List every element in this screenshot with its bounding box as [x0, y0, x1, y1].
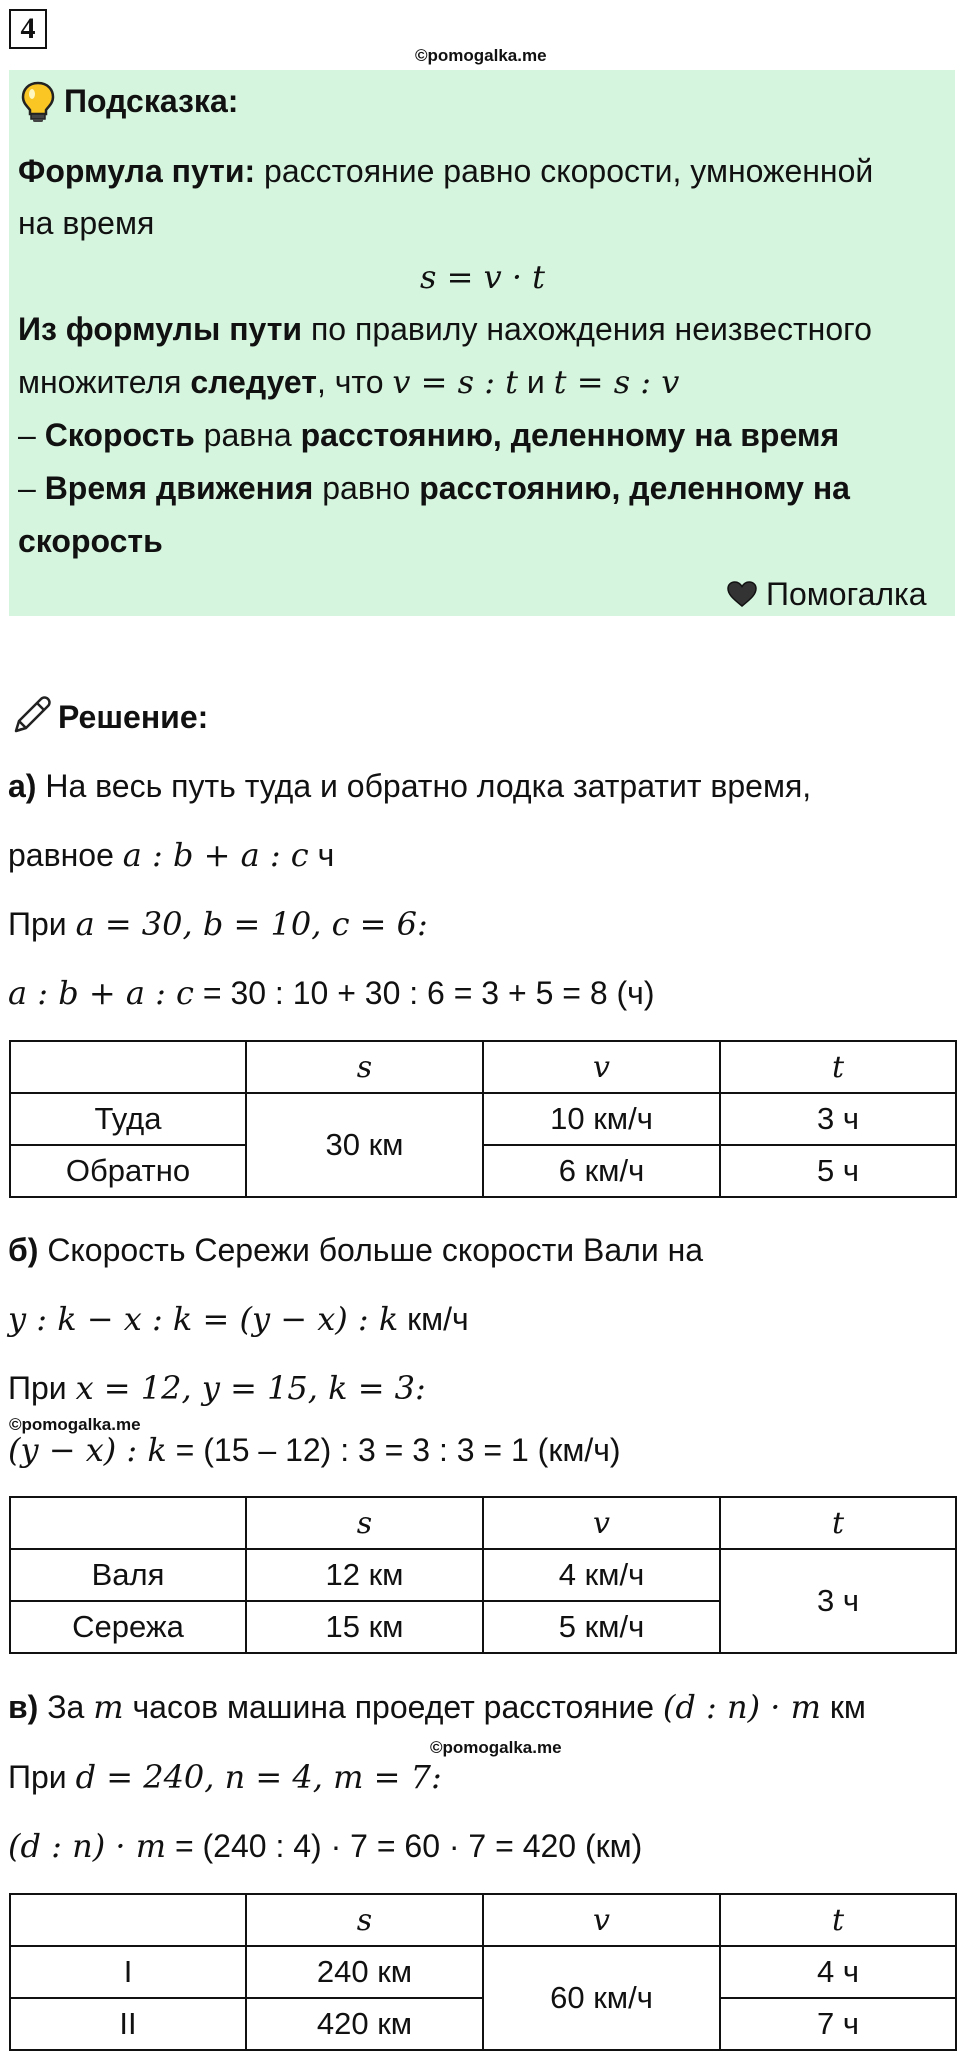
- v-cell: 5 км/ч: [483, 1601, 720, 1653]
- part-a-calculation: a : b + a : c = 30 : 10 + 30 : 6 = 3 + 5 = 8 (ч): [8, 974, 655, 1012]
- hint-speed-rule: – Скорость равна расстоянию, деленному на время: [18, 417, 840, 453]
- table-header-s: s: [246, 1894, 483, 1946]
- table-header-empty: [10, 1497, 246, 1549]
- table-header-t: t: [720, 1894, 956, 1946]
- merged-v-cell: 60 км/ч: [483, 1946, 720, 2050]
- table-c: [9, 1893, 957, 2051]
- table-row: [10, 1497, 956, 1549]
- pencil-icon: [10, 693, 54, 742]
- hint-time-rule-2: скорость: [18, 523, 163, 559]
- s-cell: 12 км: [246, 1549, 483, 1601]
- table-header-s: s: [246, 1497, 483, 1549]
- t-cell: 5 ч: [720, 1145, 956, 1197]
- row-label: I: [10, 1946, 246, 1998]
- table-row: [10, 1145, 956, 1197]
- lightbulb-icon: [20, 80, 56, 129]
- hint-derived-line-2: множителя следует, что v = s : t и t = s : v: [18, 363, 680, 401]
- table-row: [10, 1894, 956, 1946]
- table-b: [9, 1496, 957, 1654]
- t-cell: 4 ч: [720, 1946, 956, 1998]
- solution-title: Решение:: [58, 699, 209, 735]
- t-cell: 3 ч: [720, 1093, 956, 1145]
- part-c-calculation: (d : n) · m = (240 : 4) · 7 = 60 · 7 = 420 (км): [8, 1827, 643, 1865]
- part-c-line-2: При d = 240, n = 4, m = 7:: [8, 1758, 442, 1796]
- hint-formula-line-2: на время: [18, 205, 155, 241]
- table-header-t: t: [720, 1041, 956, 1093]
- merged-s-cell: 30 км: [246, 1093, 483, 1197]
- part-a-line-1: а) На весь путь туда и обратно лодка затратит время,: [8, 768, 812, 804]
- task-number: 4: [9, 9, 47, 49]
- watermark-bottom: ©pomogalka.me: [430, 1738, 562, 1757]
- hint-formula: s = v · t: [420, 258, 546, 296]
- s-cell: 15 км: [246, 1601, 483, 1653]
- table-row: [10, 1041, 956, 1093]
- row-label: II: [10, 1998, 246, 2050]
- table-row: [10, 1946, 956, 1998]
- hint-derived-line: Из формулы пути по правилу нахождения неизвестного: [18, 311, 872, 347]
- brand-label: Помогалка: [766, 576, 927, 612]
- row-label: Обратно: [10, 1145, 246, 1197]
- table-row: [10, 1549, 956, 1601]
- merged-t-cell: 3 ч: [720, 1549, 956, 1653]
- s-cell: 240 км: [246, 1946, 483, 1998]
- part-a-line-3: При a = 30, b = 10, c = 6:: [8, 905, 428, 943]
- table-header-v: v: [483, 1041, 720, 1093]
- hint-time-rule: – Время движения равно расстоянию, деленному на: [18, 470, 850, 506]
- v-cell: 4 км/ч: [483, 1549, 720, 1601]
- row-label: Туда: [10, 1093, 246, 1145]
- part-b-line-1: б) Скорость Сережи больше скорости Вали на: [8, 1232, 704, 1268]
- watermark-top: ©pomogalka.me: [415, 46, 547, 65]
- part-c-line-1: в) За m часов машина проедет расстояние (d : n) · m км: [8, 1688, 866, 1726]
- hint-formula-line: Формула пути: расстояние равно скорости, умноженной: [18, 153, 874, 189]
- table-header-s: s: [246, 1041, 483, 1093]
- part-a-line-2: равное a : b + a : c ч: [8, 836, 335, 874]
- table-a: [9, 1040, 957, 1198]
- hint-title: Подсказка:: [64, 83, 239, 119]
- table-header-empty: [10, 1894, 246, 1946]
- part-b-line-3: При x = 12, y = 15, k = 3:: [8, 1369, 426, 1407]
- row-label: Сережа: [10, 1601, 246, 1653]
- watermark-middle: ©pomogalka.me: [9, 1415, 141, 1434]
- v-cell: 10 км/ч: [483, 1093, 720, 1145]
- v-cell: 6 км/ч: [483, 1145, 720, 1197]
- row-label: Валя: [10, 1549, 246, 1601]
- part-b-calculation: (y − x) : k = (15 – 12) : 3 = 3 : 3 = 1 (км/ч): [8, 1431, 621, 1469]
- t-cell: 7 ч: [720, 1998, 956, 2050]
- part-b-line-2: y : k − x : k = (y − x) : k км/ч: [8, 1300, 469, 1338]
- table-header-empty: [10, 1041, 246, 1093]
- table-row: [10, 1093, 956, 1145]
- heart-icon: [726, 580, 758, 613]
- table-header-v: v: [483, 1497, 720, 1549]
- s-cell: 420 км: [246, 1998, 483, 2050]
- table-header-v: v: [483, 1894, 720, 1946]
- table-header-t: t: [720, 1497, 956, 1549]
